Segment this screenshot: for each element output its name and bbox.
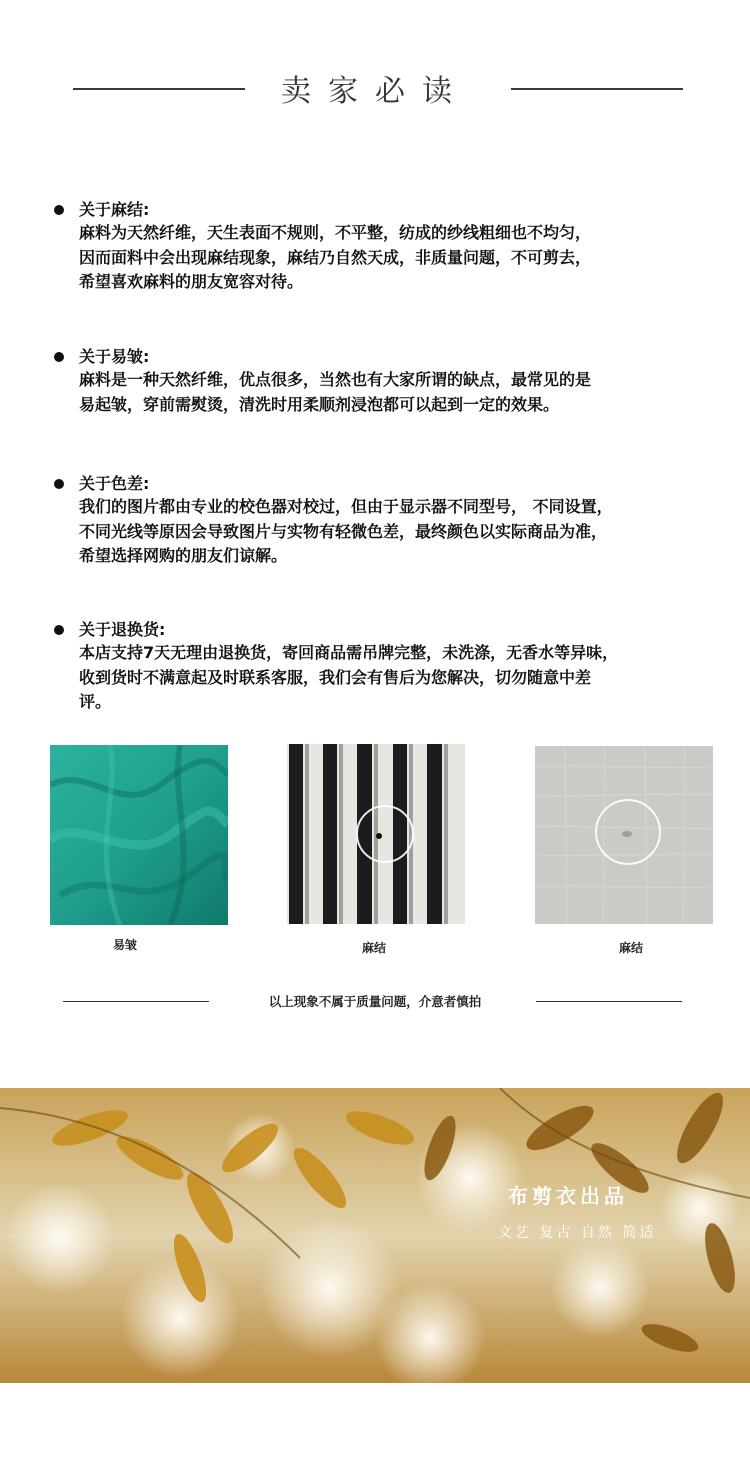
bullet-icon: [54, 205, 64, 215]
bullet-icon: [54, 479, 64, 489]
photo-caption: 易皱: [112, 938, 137, 952]
photo-caption: 麻结: [361, 941, 386, 955]
section-body: 本店支持7天无理由退换货，寄回商品需吊牌完整，未洗涤，无香水等异味， 收到货时不满意起及时联系客服，我们会有售后为您解决，切勿随意中差 评。: [79, 643, 619, 711]
footer-note: 以上现象不属于质量问题，介意者慎拍: [268, 994, 482, 1009]
section-title: 关于易皱:: [79, 347, 150, 366]
section-body: 麻料是一种天然纤维，优点很多，当然也有大家所谓的缺点，最常见的是 易起皱，穿前需熨烫，清洗时用柔顺剂浸泡都可以起到一定的效果。: [79, 370, 592, 414]
footer-divider-right: [536, 1001, 682, 1002]
photo-striped-linen-knot: [287, 744, 465, 924]
page-title: 卖家必读: [281, 74, 469, 109]
brand-slogan: 文艺 复古 自然 简适: [498, 1225, 657, 1241]
section-title: 关于麻结:: [79, 200, 150, 219]
section-title: 关于退换货:: [79, 620, 166, 639]
section-body: 麻料为天然纤维，天生表面不规则，不平整，纺成的纱线粗细也不均匀， 因而面料中会出现麻结现象，麻结乃自然天成，非质量问题，不可剪去， 希望喜欢麻料的朋友宽容对待。: [79, 223, 592, 291]
photo-caption: 麻结: [618, 941, 643, 955]
page-header: [0, 60, 750, 116]
bullet-icon: [54, 625, 64, 635]
section-body: 我们的图片都由专业的校色器对校过，但由于显示器不同型号， 不同设置， 不同光线等原因会导致图片与实物有轻微色差，最终颜色以实际商品为准， 希望选择网购的朋友们谅解。: [79, 497, 613, 565]
header-divider-right: [511, 88, 683, 90]
section-title: 关于色差:: [79, 474, 150, 493]
bullet-icon: [54, 352, 64, 362]
photo-gray-linen-knot: [535, 746, 713, 926]
brand-name: 布剪衣出品: [508, 1184, 628, 1208]
photo-teal-wrinkled-linen: [50, 745, 228, 925]
